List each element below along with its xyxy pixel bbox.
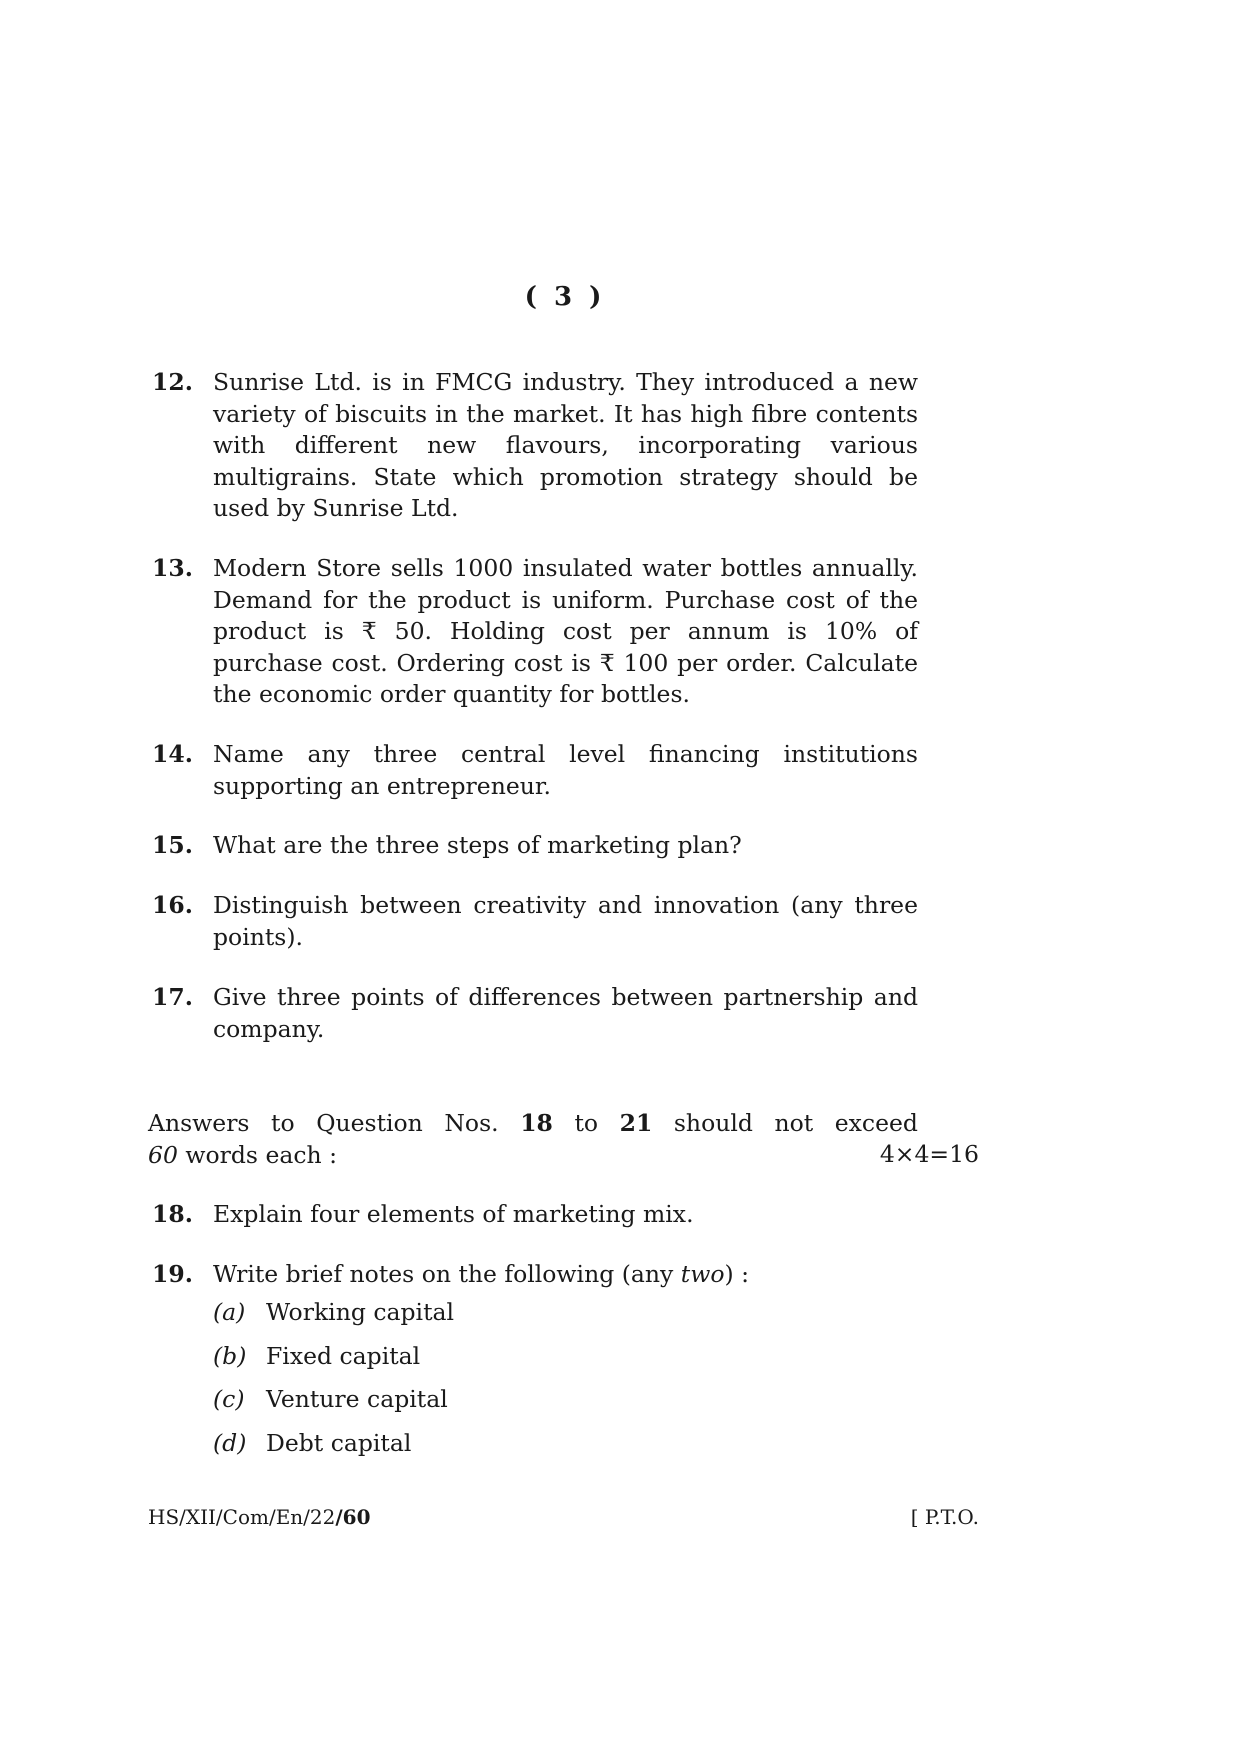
question-number: 14. [152,740,193,768]
question-text-italic: two [680,1260,725,1288]
instruction-from-number: 18 [520,1109,553,1137]
question-18 [152,1199,918,1231]
question-text-part: ) : [724,1260,750,1288]
question-number: 13. [152,554,193,582]
instruction-to-word: to [574,1109,599,1137]
sub-item-label: (d) [213,1428,247,1457]
sub-item-label: (c) [213,1385,245,1413]
question-number: 19. [152,1260,193,1288]
instruction-text: words each : [185,1140,338,1169]
question-13 [152,553,918,711]
question-text: What are the three steps of marketing plan? [213,831,742,859]
sub-item-text: Working capital [266,1298,455,1326]
sub-item [213,1297,454,1341]
question-number: 12. [152,368,193,396]
page-number: ( 3 ) [524,282,606,312]
instruction-word-limit: 60 [148,1140,178,1169]
instruction-line-1 [148,1108,918,1140]
question-text: Name any three central level financing institutions supporting an entrepreneur. [213,740,918,800]
question-19 [152,1259,918,1291]
instruction-text: Answers to Question Nos. [148,1109,499,1137]
instruction-line-2 [148,1140,918,1172]
question-17 [152,982,918,1045]
sub-item-list [213,1297,454,1471]
sub-item-text: Debt capital [266,1428,412,1457]
paper-code [148,1505,371,1529]
sub-item [213,1428,454,1472]
question-text-part: Write brief notes on the following (any [213,1260,681,1288]
question-text: Give three points of differences between partnership and company. [213,983,918,1043]
question-text: Sunrise Ltd. is in FMCG industry. They introduced a new variety of biscuits in the market. It has high fibre contents with different new flavours, incorporating various multigrains. State which promotion strategy should be used by Sunrise Ltd. [213,368,918,522]
please-turn-over: [ P.T.O. [910,1505,979,1529]
instruction-to-number: 21 [619,1109,653,1137]
marks-allocation: 4×4=16 [879,1140,979,1168]
paper-code-suffix: /60 [335,1505,371,1529]
question-15 [152,830,918,862]
question-text: Explain four elements of marketing mix. [213,1200,694,1228]
question-16 [152,890,918,953]
question-14 [152,739,918,802]
sub-item [213,1341,454,1385]
question-number: 15. [152,831,193,859]
question-12 [152,367,918,525]
question-number: 17. [152,983,193,1011]
section-instruction [148,1108,918,1171]
sub-item-text: Fixed capital [266,1341,421,1370]
question-number: 16. [152,891,193,919]
instruction-text: should not exceed [673,1109,918,1137]
sub-item-text: Venture capital [266,1385,448,1413]
question-number: 18. [152,1200,193,1228]
paper-code-prefix: HS/XII/Com/En/22 [148,1505,336,1529]
question-text [213,1259,918,1291]
question-text: Distinguish between creativity and innovation (any three points). [213,891,918,951]
sub-item [213,1384,454,1428]
question-text: Modern Store sells 1000 insulated water bottles annually. Demand for the product is uniform. Purchase cost of the product is ₹ 50. Holding cost per annum is 10% of purchase cost. Ordering cost is ₹ 100 per order. Calculate the economic order quantity for bottles. [213,554,918,708]
sub-item-label: (b) [213,1341,247,1370]
sub-item-label: (a) [213,1298,246,1326]
